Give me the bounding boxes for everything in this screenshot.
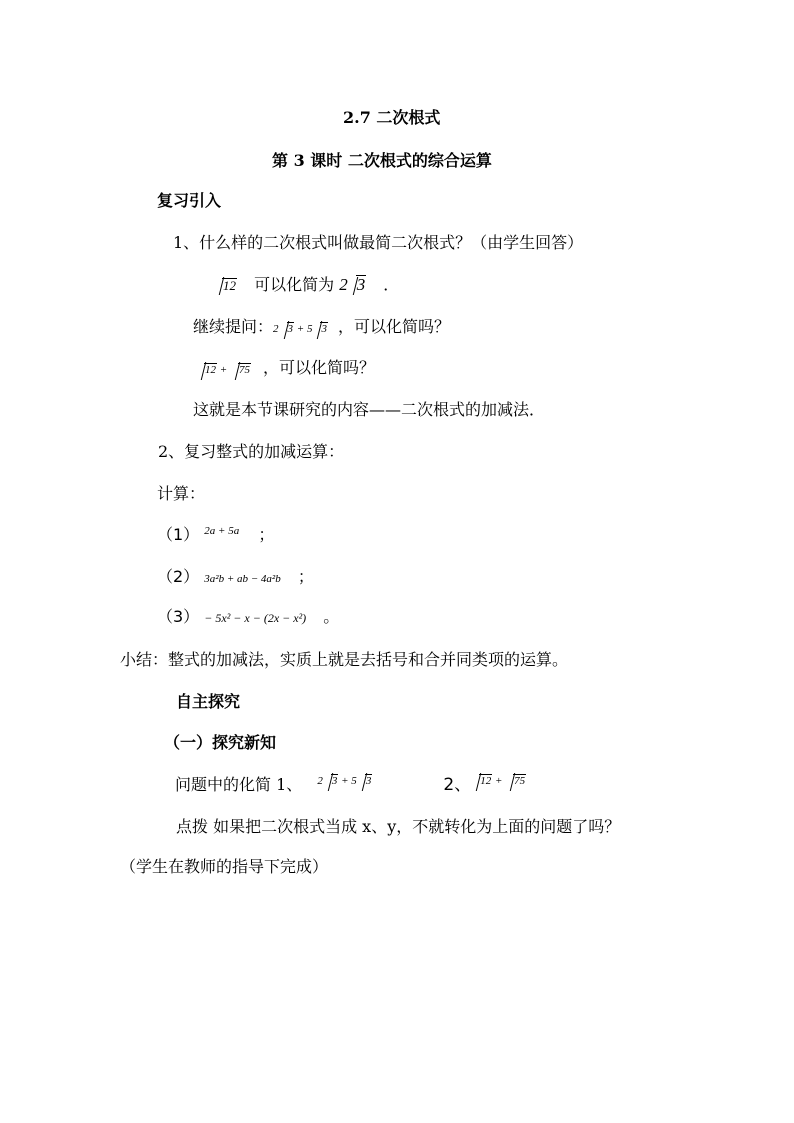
q2-expr: 2 3 + 5 3 xyxy=(273,323,328,335)
question-2 xyxy=(193,317,450,339)
q3-suffix: ，可以化简吗？ xyxy=(262,358,375,377)
question-1: 1、什么样的二次根式叫做最简二次根式？（由学生回答） xyxy=(173,233,584,252)
calc-label: 计算： xyxy=(157,484,206,503)
calc-item-2: （2） 3a²b + ab − 4a²b ； xyxy=(157,567,314,586)
calc-item-3: （3） − 5x² − x − (2x − x²) 。 xyxy=(157,607,340,626)
question-1-math xyxy=(214,275,399,295)
q2-suffix: ，可以化简吗？ xyxy=(337,317,450,336)
calc-expr-2: 3a²b + ab − 4a²b xyxy=(204,573,281,585)
q3-expr: 12 + 75 xyxy=(196,364,251,376)
problem-expr-1: 2 3 + 5 3 xyxy=(317,775,372,787)
problem-line: 问题中的化简 1、 $^{2 3 + 5 3}$ 2、 $^{12 + 75}$ xyxy=(175,775,526,797)
period: ． xyxy=(383,275,400,294)
simplify-text: 可以化简为 xyxy=(254,275,335,294)
calc-item-1: （1） $^{2a + 5a}$ ； xyxy=(157,525,275,544)
calc-expr-3: − 5x² − x − (2x − x²) xyxy=(204,611,307,625)
problem-expr-2: 12 + 75 xyxy=(471,775,526,787)
q2-prefix: 继续提问： xyxy=(193,317,274,336)
page-title: 2.7 二次根式 xyxy=(343,108,441,127)
calc-expr-1: 2a + 5a xyxy=(204,525,240,537)
summary: 小结：整式的加减法，实质上就是去括号和合并同类项的运算。 xyxy=(120,650,569,669)
page-subtitle: 第 3 课时 二次根式的综合运算 xyxy=(272,151,492,170)
note: （学生在教师的指导下完成） xyxy=(120,857,329,876)
question-3 xyxy=(196,358,375,380)
hint: 点拨 如果把二次根式当成 x、y，不就转化为上面的问题了吗？ xyxy=(176,817,621,836)
section-self-explore: 自主探究 xyxy=(176,692,241,711)
section-review-intro: 复习引入 xyxy=(157,191,222,210)
sqrt-12: 12 xyxy=(215,275,237,295)
sub-section-explore-new: （一）探究新知 xyxy=(164,733,277,752)
review-2: 2、复习整式的加减运算： xyxy=(158,442,345,461)
intro-line: 这就是本节课研究的内容——二次根式的加减法． xyxy=(193,400,546,419)
two-sqrt3: 2 3 xyxy=(339,275,366,294)
